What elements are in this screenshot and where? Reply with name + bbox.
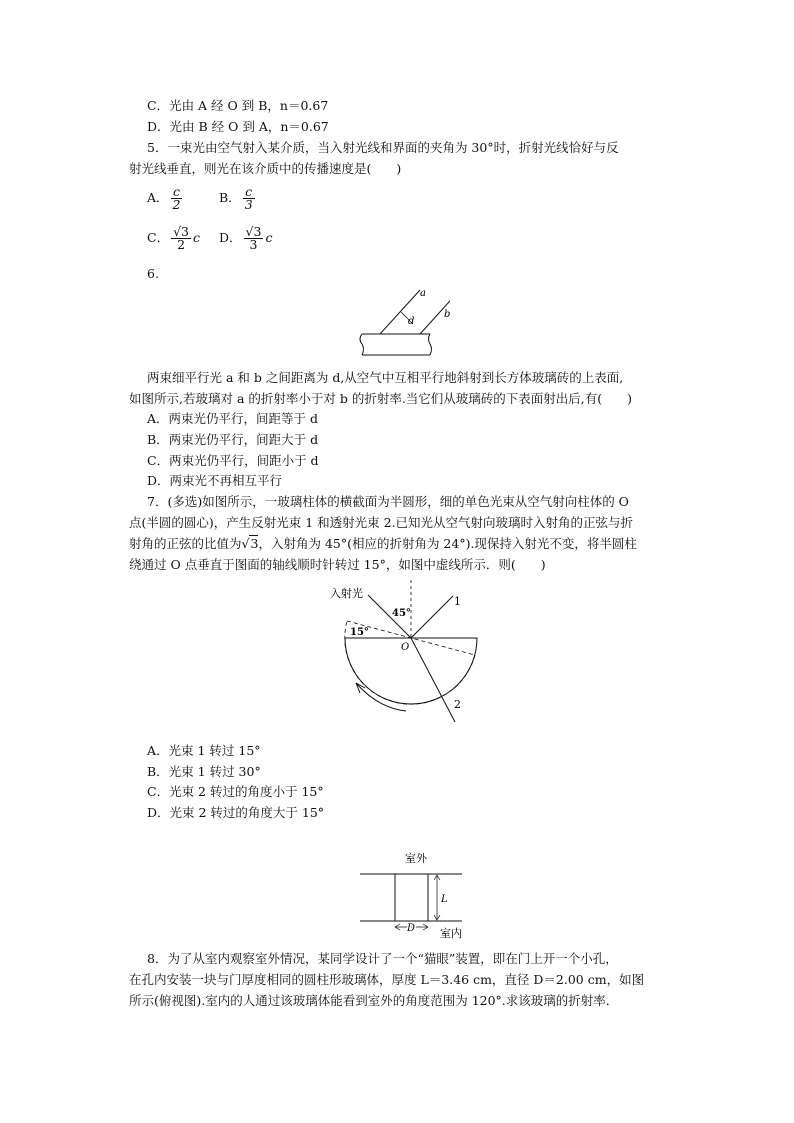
q7-option-a: A．光束 1 转过 15°: [147, 743, 261, 758]
q7-label-45: 45°: [392, 608, 411, 619]
q5-option-b: [219, 186, 257, 211]
q8-stem-line2: 在孔内安装一块与门厚度相同的圆柱形玻璃体，厚度 L＝3.46 cm，直径 D＝2.00 cm，如图: [129, 972, 645, 987]
q7-sqrt-value: 3: [250, 536, 259, 551]
q7-label-incident: 入射光: [330, 587, 363, 600]
q6-label-b: b: [444, 309, 450, 320]
q5-option-d-label: D．: [219, 230, 242, 245]
q5-option-a-label: A．: [147, 190, 169, 205]
q5-option-c-label: C．: [147, 230, 170, 245]
q7-option-d: D．光束 2 转过的角度大于 15°: [147, 805, 325, 820]
q7-figure: [330, 580, 490, 730]
q7-label-beam1: 1: [454, 595, 461, 608]
q5-stem-line2: 射光线垂直，则光在该介质中的传播速度是( ): [129, 161, 402, 176]
q7-stem-line3-part1: 射角的正弦的比值为: [129, 536, 242, 551]
q6-option-c: C．两束光仍平行，间距小于 d: [147, 453, 319, 468]
q5-option-c: [147, 226, 200, 251]
q7-label-15: 15°: [350, 627, 369, 638]
q7-sqrt-symbol: √: [241, 536, 250, 551]
q4-option-d: D．光由 B 经 O 到 A，n＝0.67: [147, 119, 329, 134]
q7-label-O: O: [401, 642, 410, 653]
q8-label-indoor: 室内: [440, 927, 462, 940]
q5-option-d-suffix: c: [265, 230, 273, 245]
q6-option-b: B．两束光仍平行，间距大于 d: [147, 432, 319, 447]
q7-stem-line3: [129, 535, 637, 553]
q7-stem-line2: 点(半圆的圆心)，产生反射光束 1 和透射光束 2.已知光从空气射向玻璃时入射角的正弦与折: [129, 515, 634, 530]
q7-stem-line1: 7．(多选)如图所示，一玻璃柱体的横截面为半圆形，细的单色光束从空气射向柱体的 O: [147, 494, 629, 509]
q5-option-d-num: √3: [245, 224, 262, 239]
q5-option-b-den: 3: [244, 197, 253, 212]
q8-label-D: D: [407, 923, 416, 934]
q6-option-d: D．两束光不再相互平行: [147, 473, 283, 488]
q5-option-b-fraction: [243, 186, 255, 211]
q5-option-d-fraction: [244, 226, 264, 251]
q4-option-c: C．光由 A 经 O 到 B，n＝0.67: [147, 98, 329, 113]
q5-option-c-den: 2: [177, 237, 186, 252]
q5-option-c-suffix: c: [193, 230, 201, 245]
q5-option-c-fraction: [171, 226, 191, 251]
q5-option-a: [147, 186, 184, 211]
q7-option-b: B．光束 1 转过 30°: [147, 764, 261, 779]
q8-stem-line3: 所示(俯视图).室内的人通过该玻璃体能看到室外的角度范围为 120°.求该玻璃的折射率．: [129, 993, 619, 1008]
q7-label-beam2: 2: [454, 698, 461, 711]
q7-semicircle: [345, 638, 477, 704]
q6-option-a: A．两束光仍平行，间距等于 d: [147, 411, 319, 426]
q5-option-d-den: 3: [249, 237, 258, 252]
q6-number: 6.: [147, 266, 159, 281]
q5-option-a-den: 2: [172, 197, 181, 212]
q5-stem-line1: 5．一束光由空气射入某介质，当入射光线和界面的夹角为 30°时，折射光线恰好与反: [147, 140, 619, 155]
q7-reflected-ray: [411, 596, 453, 638]
q5-option-a-fraction: [171, 186, 183, 211]
q5-option-b-num: c: [243, 186, 255, 199]
q6-glass-block: [360, 334, 432, 355]
q6-label-d: d: [408, 316, 415, 327]
q7-refracted-ray: [411, 638, 455, 722]
q6-beam-a: [380, 290, 420, 334]
q8-label-L: L: [441, 894, 448, 905]
q5-option-a-num: c: [171, 186, 183, 199]
q7-option-c: C．光束 2 转过的角度小于 15°: [147, 784, 324, 799]
q7-stem-line3-part2: ，入射角为 45°(相应的折射角为 24°).现保持入射光不变，将半圆柱: [258, 536, 637, 551]
q8-figure: [355, 848, 475, 940]
q7-stem-line4: 绕通过 O 点垂直于图面的轴线顺时针转过 15°，如图中虚线所示．则( ): [129, 557, 546, 572]
q6-stem-line1: 两束细平行光 a 和 b 之间距离为 d,从空气中互相平行地斜射到长方体玻璃砖的上表面,: [147, 370, 624, 385]
q8-stem-line1: 8．为了从室内观察室外情况，某同学设计了一个“猫眼”装置，即在门上开一个小孔，: [147, 951, 618, 966]
q5-option-b-label: B．: [219, 190, 241, 205]
q6-figure: [350, 282, 450, 362]
q8-label-outdoor: 室外: [405, 852, 427, 865]
q6-label-a: a: [420, 288, 426, 299]
q6-stem-line2: 如图所示,若玻璃对 a 的折射率小于对 b 的折射率.当它们从玻璃砖的下表面射出后,有( ): [129, 391, 633, 406]
q5-option-d: [219, 226, 272, 251]
q5-option-c-num: √3: [173, 224, 189, 239]
